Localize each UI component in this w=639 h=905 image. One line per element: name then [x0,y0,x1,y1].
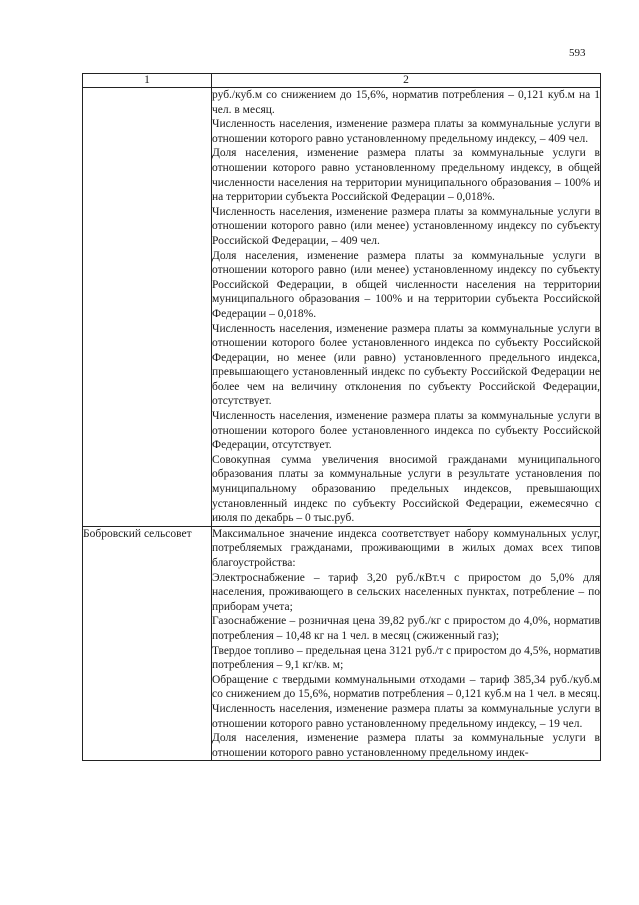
region-cell: Бобровский сельсовет [83,526,212,761]
table-header-row [83,74,601,88]
paragraph: Газоснабжение – розничная цена 39,82 руб./кг с приростом до 4,0%, норматив потребления – 10,48 кг на 1 чел. в месяц (сжиженный газ); [212,615,600,642]
paragraph: Доля населения, изменение размера платы за коммунальные услуги в отношении которого равно установленному предельному индексу, в общей численности населения на территории муниципального образования – 100% и на территории субъекта Российской Федерации – 0,018%. [212,147,600,204]
paragraph: Обращение с твердыми коммунальными отходами – тариф 385,34 руб./куб.м со снижением до 15,6%, норматив потребления – 0,121 куб.м на 1 чел. в месяц. [212,673,600,701]
paragraph: Электроснабжение – тариф 3,20 руб./кВт.ч с приростом до 5,0% для населения, проживающего в сельских населенных пунктах, потребление – по приборам учета; [212,571,600,613]
paragraph: Численность населения, изменение размера платы за коммунальные услуги в отношении которого равно (или менее) установленному индексу по субъекту Российской Федерации, – 409 чел. [212,205,600,247]
column-header-2: 2 [212,74,601,88]
column-header-1: 1 [83,74,212,88]
description-cell [212,526,601,761]
paragraph: Численность населения, изменение размера платы за коммунальные услуги в отношении которого равно установленному предельному индексу, – 19 чел. [212,702,600,730]
page-number: 593 [569,47,586,59]
paragraph: Максимальное значение индекса соответствует набору коммунальных услуг, потребляемых гражданами, проживающими в жилых домах всех типов благоустройства: [212,527,600,569]
paragraph: Совокупная сумма увеличения вносимой гражданами муниципального образования платы за коммунальные услуги в результате установления по муниципальному образованию предельных индексов, превышающих установленный индекс по субъекту Российской Федерации, ежемесячно с июля по декабрь – 0 тыс.руб. [212,453,600,525]
description-cell [212,88,601,527]
paragraph: Твердое топливо – предельная цена 3121 руб./т с приростом до 4,5%, норматив потребления – 9,1 кг/кв. м; [212,644,600,672]
paragraph: Численность населения, изменение размера платы за коммунальные услуги в отношении которого равно установленному предельному индексу, – 409 чел. [212,118,600,145]
table-row [83,88,601,527]
paragraph: Доля населения, изменение размера платы за коммунальные услуги в отношении которого равно (или менее) установленному индексу по субъекту Российской Федерации, в общей численности населения на территории муниципального образования – 100% и на территории субъекта Российской Федерации – 0,018%. [212,249,600,320]
paragraph: Доля населения, изменение размера платы за коммунальные услуги в отношении которого равно установленному предельному индек- [212,732,600,759]
paragraph: Численность населения, изменение размера платы за коммунальные услуги в отношении которого более установленного индекса по субъекту Российской Федерации, отсутствует. [212,410,600,452]
paragraph: руб./куб.м со снижением до 15,6%, норматив потребления – 0,121 куб.м на 1 чел. в месяц. [212,89,600,116]
region-cell [83,88,212,527]
paragraph: Численность населения, изменение размера платы за коммунальные услуги в отношении которого более установленного индекса по субъекту Российской Федерации, но менее (или равно) установленного предельного индекса, превышающего установленный индекс по субъекту Российской Федерации не более чем на величину отклонения по субъекту Российской Федерации, отсутствует. [212,322,600,408]
table-row [83,526,601,761]
content-table [82,73,601,761]
